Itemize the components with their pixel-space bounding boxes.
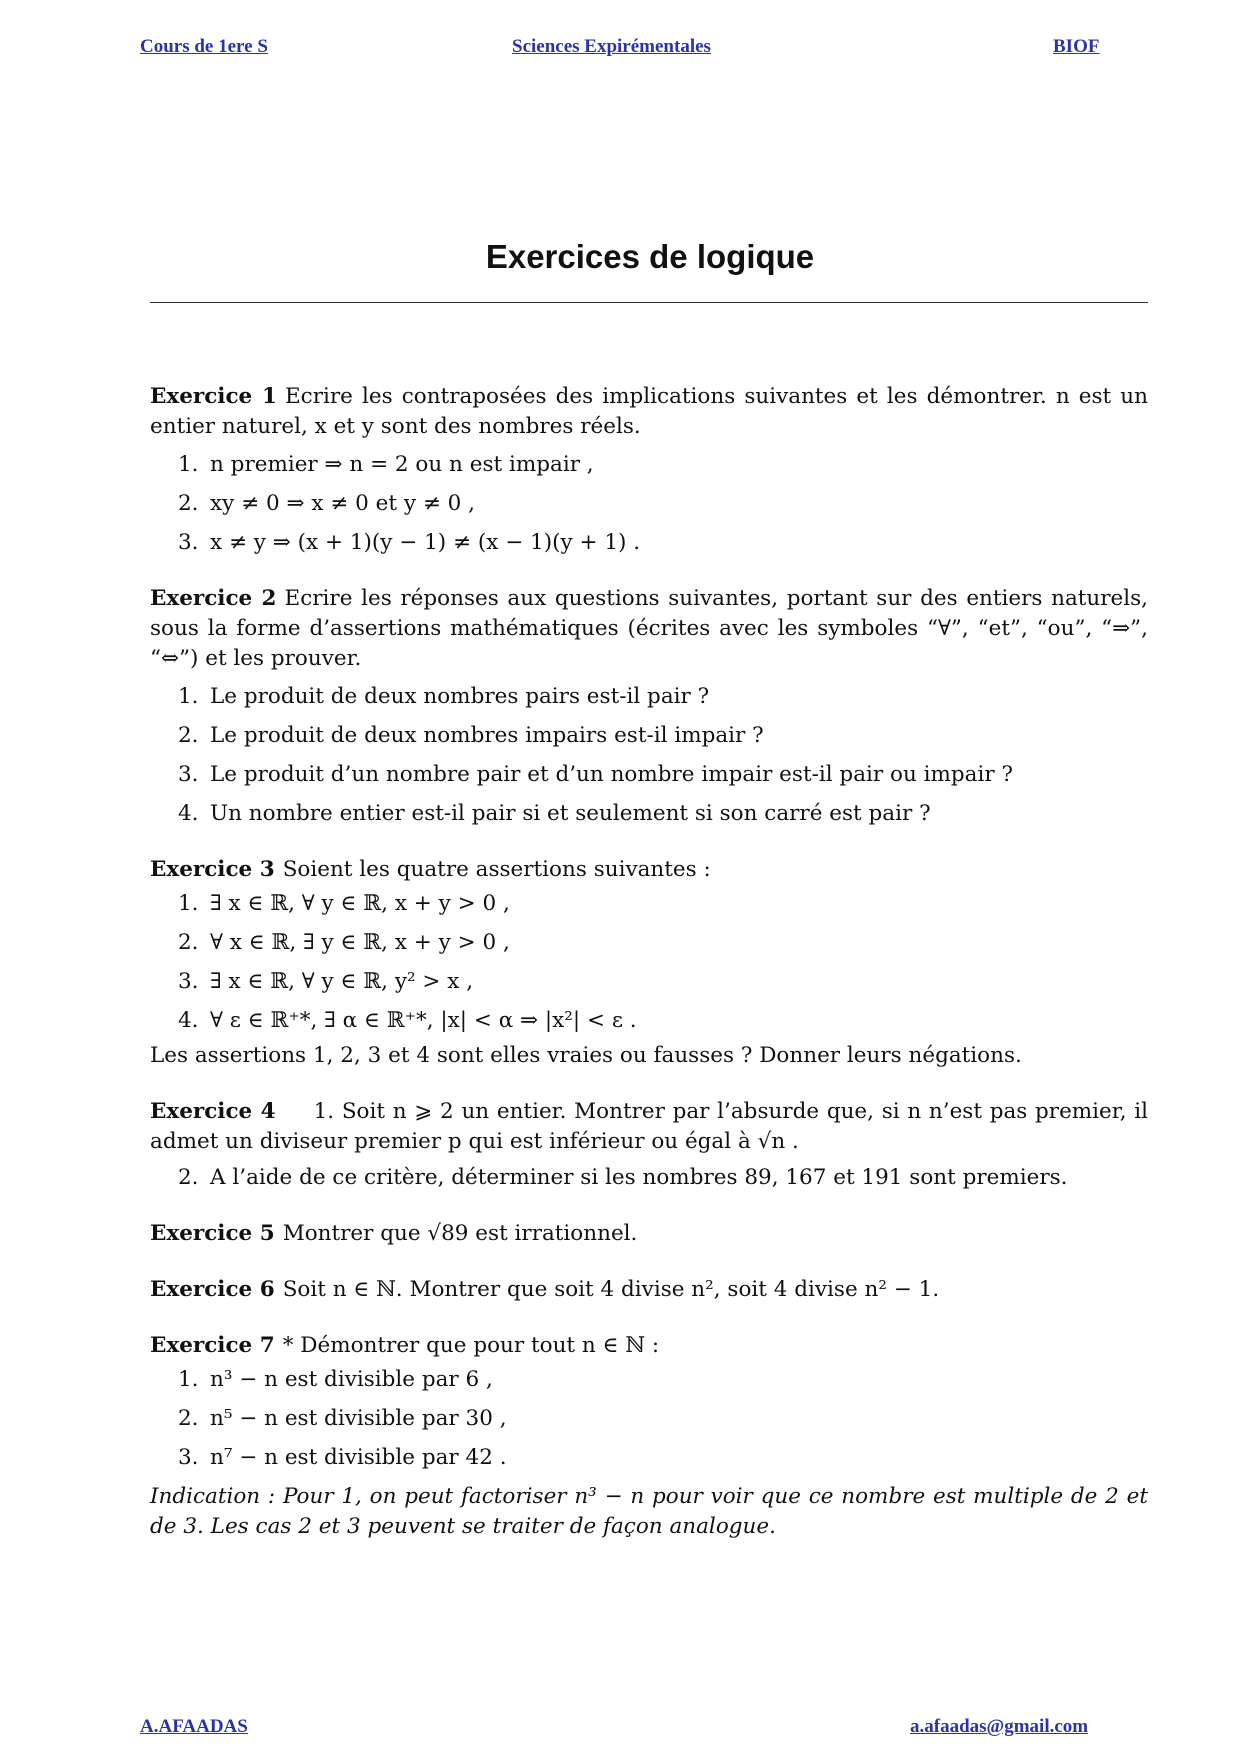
list-item: 1. n premier ⇒ n = 2 ou n est impair , [178,452,594,477]
exercise-4 [150,1097,1148,1193]
item-list [150,1163,1148,1193]
title-divider [150,302,1148,303]
list-item: 2. Le produit de deux nombres impairs est-il impair ? [178,723,764,748]
item-list [150,682,1148,829]
header-biof-link[interactable]: BIOF [1053,36,1100,57]
list-item: 1. Le produit de deux nombres pairs est-il pair ? [178,684,710,709]
list-item: 3. ∃ x ∈ ℝ, ∀ y ∈ ℝ, y² > x , [178,969,474,994]
item-list [150,889,1148,1036]
exercise-5 [150,1219,1148,1249]
exercise-1 [150,382,1148,558]
item-list [150,1365,1148,1473]
exercise-label: Exercice 7 [150,1333,275,1358]
exercise-intro: Ecrire les réponses aux questions suivantes, portant sur des entiers naturels, sous la forme d’assertions mathématiques (écrites avec les symboles “∀”, “et”, “ou”, “⇒”, “⇔”) et les prouver. [150,586,1149,671]
list-item: 2. A l’aide de ce critère, déterminer si les nombres 89, 167 et 191 sont premiers. [178,1165,1068,1190]
indication-note: Indication : Pour 1, on peut factoriser n³ − n pour voir que ce nombre est multiple de 2 et de 3. Les cas 2 et 3 peuvent se traiter de façon analogue. [150,1484,1148,1539]
list-item: 2. n⁵ − n est divisible par 30 , [178,1406,507,1431]
exercise-3 [150,855,1148,1071]
header-section-link[interactable]: Sciences Expirémentales [512,36,711,57]
list-item: 2. xy ≠ 0 ⇒ x ≠ 0 et y ≠ 0 , [178,491,476,516]
footer-email-link[interactable]: a.afaadas@gmail.com [910,1716,1089,1737]
list-item: 4. ∀ ε ∈ ℝ⁺*, ∃ α ∈ ℝ⁺*, |x| < α ⇒ |x²| < ε . [178,1008,637,1033]
exercise-text: Montrer que √89 est irrationnel. [282,1221,638,1246]
exercise-label: Exercice 5 [150,1221,275,1246]
list-item: 1. ∃ x ∈ ℝ, ∀ y ∈ ℝ, x + y > 0 , [178,891,510,916]
exercise-label: Exercice 4 [150,1099,276,1124]
item-list [150,450,1148,558]
exercise-label: Exercice 3 [150,857,275,882]
exercise-2 [150,584,1148,829]
footer-author-link[interactable]: A.AFAADAS [140,1716,248,1737]
list-item: 3. Le produit d’un nombre pair et d’un nombre impair est-il pair ou impair ? [178,762,1013,787]
exercise-text: Soit n ∈ ℕ. Montrer que soit 4 divise n², soit 4 divise n² − 1. [282,1277,940,1302]
exercise-outro: Les assertions 1, 2, 3 et 4 sont elles vraies ou fausses ? Donner leurs négations. [150,1043,1022,1068]
header-course-link[interactable]: Cours de 1ere S [140,36,268,57]
exercise-label: Exercice 1 [150,384,277,409]
page-title: Exercices de logique [485,238,815,275]
list-item: 3. n⁷ − n est divisible par 42 . [178,1445,507,1470]
list-item: 4. Un nombre entier est-il pair si et seulement si son carré est pair ? [178,801,931,826]
list-item: 1. n³ − n est divisible par 6 , [178,1367,493,1392]
exercise-intro: Soient les quatre assertions suivantes : [282,857,711,882]
exercise-7 [150,1331,1148,1542]
exercise-list [150,382,1148,1568]
exercise-label: Exercice 6 [150,1277,275,1302]
list-item: 1. Soit n ⩾ 2 un entier. Montrer par l’absurde que, si n n’est pas premier, il admet un diviseur premier p qui est inférieur ou égal à √n . [150,1099,1149,1154]
exercise-6 [150,1275,1148,1305]
exercise-intro: Ecrire les contraposées des implications suivantes et les démontrer. n est un entier naturel, x et y sont des nombres réels. [150,384,1148,439]
exercise-intro: * Démontrer que pour tout n ∈ ℕ : [282,1333,660,1358]
list-item: 2. ∀ x ∈ ℝ, ∃ y ∈ ℝ, x + y > 0 , [178,930,510,955]
list-item: 3. x ≠ y ⇒ (x + 1)(y − 1) ≠ (x − 1)(y + 1) . [178,530,641,555]
exercise-label: Exercice 2 [150,586,277,611]
